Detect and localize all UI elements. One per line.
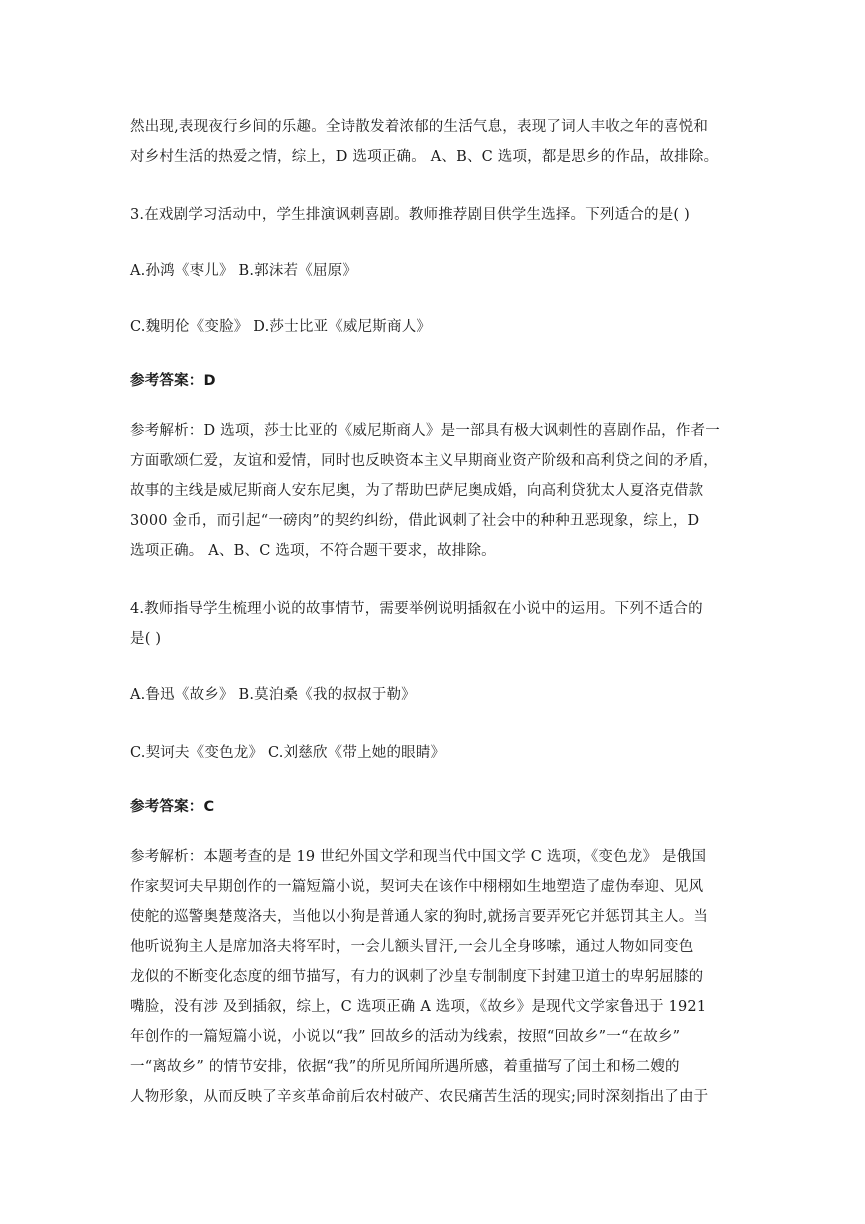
text-line: 作家契诃夫早期创作的一篇短篇小说，契诃夫在该作中栩栩如生地塑造了虚伪奉迎、见风	[130, 879, 704, 895]
text-line: 使舵的巡警奥楚蔑洛夫，当他以小狗是普通人家的狗时,就扬言要弄死它并惩罚其主人。当	[130, 909, 709, 925]
text-line: 人物形象，从而反映了辛亥革命前后农村破产、农民痛苦生活的现实;同时深刻指出了由于	[130, 1089, 709, 1105]
text-line: 龙似的不断变化态度的细节描写，有力的讽刺了沙皇专制制度下封建卫道士的卑躬屈膝的	[130, 969, 704, 985]
text-line: 3000 金币，而引起“一磅肉”的契约纠纷，借此讽刺了社会中的种种丑恶现象，综上，D	[130, 513, 700, 529]
text-line: 嘴脸，没有涉 及到插叙，综上，C 选项正确 A 选项，《故乡》是现代文学家鲁迅于 1921	[130, 999, 707, 1015]
text-line: 方面歌颂仁爱，友谊和爱情，同时也反映资本主义早期商业资产阶级和高利贷之间的矛盾，	[130, 453, 718, 469]
question-3-options-cd: C.魏明伦《变脸》 D.莎士比亚《威尼斯商人》	[130, 319, 432, 335]
text-line: 故事的主线是威尼斯商人安东尼奥，为了帮助巴萨尼奥成婚，向高利贷犹太人夏洛克借款	[130, 483, 704, 499]
question-4-cont: 是( )	[130, 631, 162, 647]
answer-heading-4: 参考答案：C	[130, 799, 215, 815]
text-line: 参考解析：D 选项，莎士比亚的《威尼斯商人》是一部具有极大讽刺性的喜剧作品，作者一	[130, 423, 720, 439]
question-4: 4.教师指导学生梳理小说的故事情节，需要举例说明插叙在小说中的运用。下列不适合的	[130, 601, 703, 617]
answer-heading-3: 参考答案：D	[130, 373, 216, 389]
text-line: 他听说狗主人是席加洛夫将军时，一会儿额头冒汗,一会儿全身哆嗦，通过人物如同变色	[130, 939, 694, 955]
text-line: 选项正确。 A、B、C 选项，不符合题干要求，故排除。	[130, 543, 496, 559]
question-3-options-ab: A.孙鸿《枣儿》 B.郭沫若《屈原》	[130, 263, 358, 279]
text-line: 对乡村生活的热爱之情，综上，D 选项正确。 A、B、C 选项，都是思乡的作品，故排除。	[130, 149, 719, 165]
text-line: 参考解析：本题考查的是 19 世纪外国文学和现当代中国文学 C 选项，《变色龙》 是俄国	[130, 849, 707, 865]
text-line: 一“离故乡” 的情节安排，依据“我”的所见所闻所遇所感，着重描写了闰土和杨二嫂的	[130, 1059, 680, 1075]
question-3: 3.在戏剧学习活动中，学生排演讽刺喜剧。教师推荐剧目供学生选择。下列适合的是( )	[130, 207, 690, 223]
question-4-options-cd: C.契诃夫《变色龙》 C.刘慈欣《带上她的眼睛》	[130, 745, 446, 761]
text-line: 然出现,表现夜行乡间的乐趣。全诗散发着浓郁的生活气息，表现了词人丰收之年的喜悦和	[130, 119, 709, 135]
question-4-options-ab: A.鲁迅《故乡》 B.莫泊桑《我的叔叔于勒》	[130, 687, 416, 703]
text-line: 年创作的一篇短篇小说，小说以“我” 回故乡的活动为线索，按照“回故乡”一“在故乡”	[130, 1029, 681, 1045]
